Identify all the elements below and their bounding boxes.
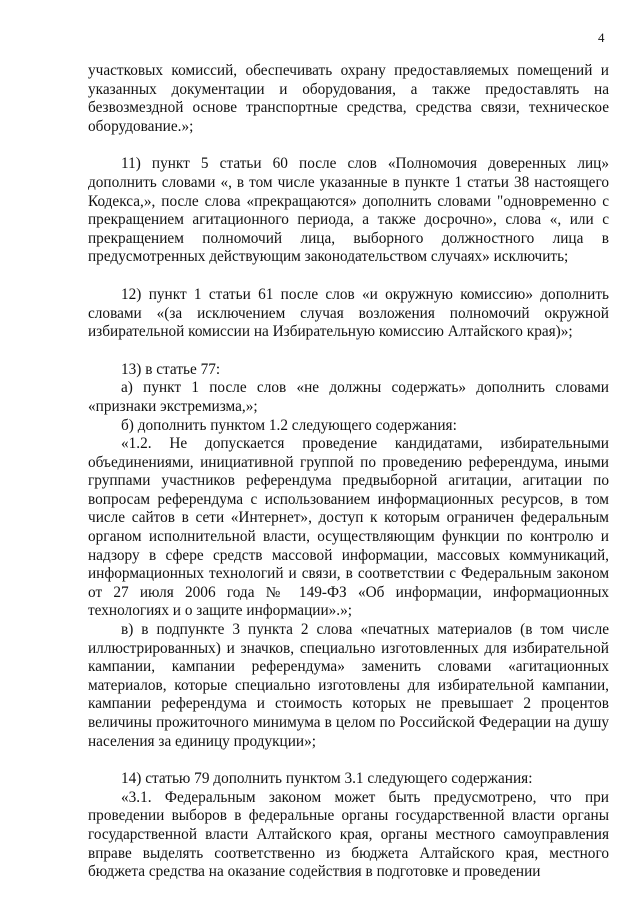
paragraph: а) пункт 1 после слов «не должны содержать» дополнить словами «признаки экстремизма,»; xyxy=(88,379,609,415)
page-number: 4 xyxy=(598,30,605,45)
paragraph: 13) в статье 77: xyxy=(121,360,221,378)
paragraph: «3.1. Федеральным законом может быть предусмотрено, что при проведении выборов в федеральные органы государственной власти органы государственной власти Алтайского края, органы местного самоуправления вправе выделять соответственно из бюджета Алтайского края, местного бюджета средства на оказание содействия в подготовке и проведении xyxy=(88,788,609,881)
paragraph-spacer xyxy=(88,342,609,361)
paragraph: 14) статью 79 дополнить пунктом 3.1 следующего содержания: xyxy=(121,770,533,788)
paragraph: участковых комиссий, обеспечивать охрану предоставляемых помещений и указанных документации и оборудования, а также предоставлять на безвозмездной основе транспортные средства, средства связи, техническое оборудование.»; xyxy=(88,62,609,135)
paragraph: 11) пункт 5 статьи 60 после слов «Полномочия доверенных лиц» дополнить словами «, в том числе указанные в пункте 1 статьи 38 настоящего Кодекса,», после слова «прекращаются» дополнить словами "одновременно с прекращением агитационного периода, а также досрочно», слова «, или с прекращением полномочий лица, выборного должностного лица в предусмотренных действующим законодательством случаях» исключить; xyxy=(88,155,609,266)
paragraph-spacer xyxy=(88,751,609,770)
paragraph: в) в подпункте 3 пункта 2 слова «печатных материалов (в том числе иллюстрированных) и значков, специально изготовленных для избирательной кампании, кампании референдума» заменить словами «агитационных материалов, которые специально изготовлены для избирательной кампании, кампании референдума и стоимость которых не превышает 2 процентов величины прожиточного минимума в целом по Российской Федерации на душу населения за единицу продукции»; xyxy=(88,621,609,750)
paragraph: б) дополнить пунктом 1.2 следующего содержания: xyxy=(121,416,457,434)
paragraph-spacer xyxy=(88,136,609,155)
paragraph-spacer xyxy=(88,267,609,286)
document-body xyxy=(88,62,609,882)
paragraph: 12) пункт 1 статьи 61 после слов «и окружную комиссию» дополнить словами «(за исключением случая возложения полномочий окружной избирательной комиссии на Избирательную комиссию Алтайского края)»; xyxy=(88,285,609,341)
paragraph: «1.2. Не допускается проведение кандидатами, избирательными объединениями, инициативной группой по проведению референдума, иными группами участников референдума предвыборной агитации, агитации по вопросам референдума с использованием информационных ресурсов, в том числе сайтов в сети «Интернет», доступ к которым ограничен федеральным органом исполнительной власти, осуществляющим функции по контролю и надзору в сфере средств массовой информации, массовых коммуникаций, информационных технологий и связи, в соответствии с Федеральным законом от 27 июля 2006 года № 149-ФЗ «Об информации, информационных технологиях и о защите информации».»; xyxy=(88,435,609,620)
